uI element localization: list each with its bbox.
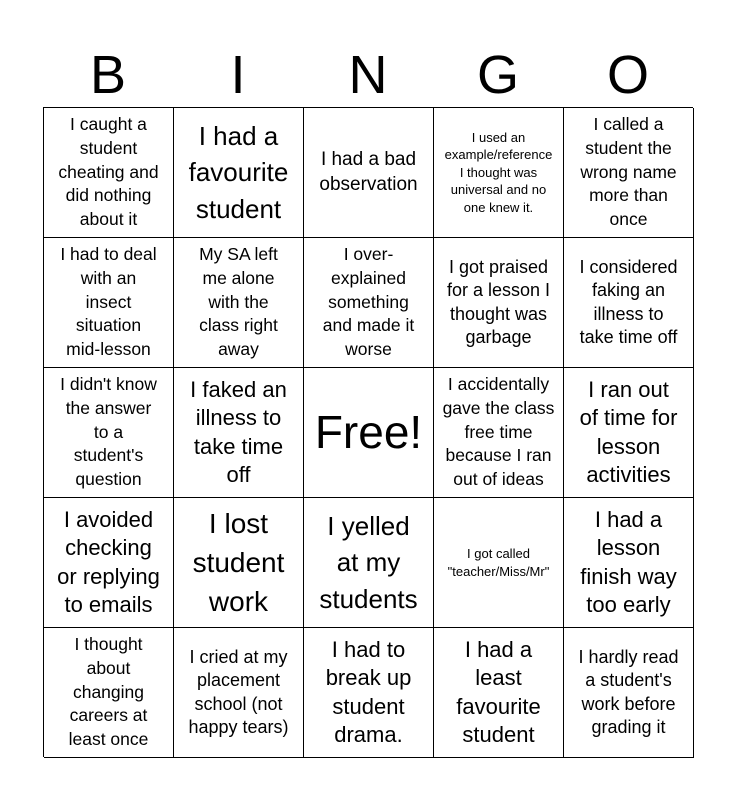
cell-text: I caught a student cheating and did nothing about it: [58, 114, 159, 229]
bingo-cell[interactable]: [564, 628, 694, 758]
cell-text: I had a favourite student: [188, 120, 289, 224]
cell-text: I called a student the wrong name more than once: [580, 114, 677, 229]
cell-text: I lost student work: [192, 507, 285, 618]
bingo-cell[interactable]: [434, 628, 564, 758]
cell-text: I used an example/reference I thought was universal and no one knew it.: [444, 129, 553, 215]
cell-text: I got called "teacher/Miss/Mr": [447, 545, 550, 579]
bingo-cell[interactable]: [304, 238, 434, 368]
cell-text: I hardly read a student's work before grading it: [578, 646, 679, 737]
cell-text: I didn't know the answer to a student's question: [60, 374, 157, 489]
cell-text: I got praised for a lesson I thought was garbage: [446, 256, 551, 347]
bingo-cell[interactable]: [174, 238, 304, 368]
header-letter-n: N: [348, 45, 388, 105]
cell-text: I yelled at my students: [319, 510, 418, 614]
bingo-cell[interactable]: [434, 238, 564, 368]
bingo-cell[interactable]: [44, 498, 174, 628]
header-letter-i: I: [230, 45, 246, 105]
free-space-cell[interactable]: [304, 368, 434, 498]
bingo-cell[interactable]: [174, 498, 304, 628]
bingo-cell[interactable]: [434, 498, 564, 628]
bingo-cell[interactable]: [434, 368, 564, 498]
free-space-text: Free!: [314, 405, 423, 458]
bingo-cell[interactable]: [304, 498, 434, 628]
cell-text: I accidentally gave the class free time because I ran out of ideas: [442, 374, 555, 489]
cell-text: I over- explained something and made it worse: [322, 244, 415, 359]
bingo-cell[interactable]: [44, 368, 174, 498]
cell-text: I considered faking an illness to take time off: [579, 256, 678, 347]
bingo-cell[interactable]: [564, 108, 694, 238]
bingo-cell[interactable]: [564, 368, 694, 498]
cell-text: I cried at my placement school (not happy tears): [188, 646, 289, 737]
bingo-board: [43, 107, 693, 757]
bingo-cell[interactable]: [304, 628, 434, 758]
cell-text: I faked an illness to take time off: [190, 377, 287, 487]
bingo-cell[interactable]: [174, 368, 304, 498]
header-letter-b: B: [89, 45, 127, 105]
cell-text: I had to break up student drama.: [325, 637, 412, 747]
header-letter-o: O: [606, 45, 649, 105]
bingo-cell[interactable]: [44, 108, 174, 238]
bingo-cell[interactable]: [174, 108, 304, 238]
header-letter-g: G: [476, 45, 519, 105]
cell-text: I had a lesson finish way too early: [580, 507, 677, 617]
bingo-cell[interactable]: [174, 628, 304, 758]
cell-text: I avoided checking or replying to emails: [57, 507, 160, 617]
cell-text: My SA left me alone with the class right away: [199, 244, 278, 359]
cell-text: I had to deal with an insect situation mid-lesson: [60, 244, 157, 359]
cell-text: I ran out of time for lesson activities: [579, 377, 678, 487]
cell-text: I had a bad observation: [319, 148, 418, 195]
bingo-cell[interactable]: [304, 108, 434, 238]
bingo-cell[interactable]: [564, 498, 694, 628]
bingo-cell[interactable]: [434, 108, 564, 238]
cell-text: I had a least favourite student: [456, 637, 541, 747]
cell-text: I thought about changing careers at least once: [68, 634, 149, 749]
bingo-cell[interactable]: [564, 238, 694, 368]
bingo-cell[interactable]: [44, 238, 174, 368]
bingo-header: [43, 44, 693, 106]
bingo-cell[interactable]: [44, 628, 174, 758]
